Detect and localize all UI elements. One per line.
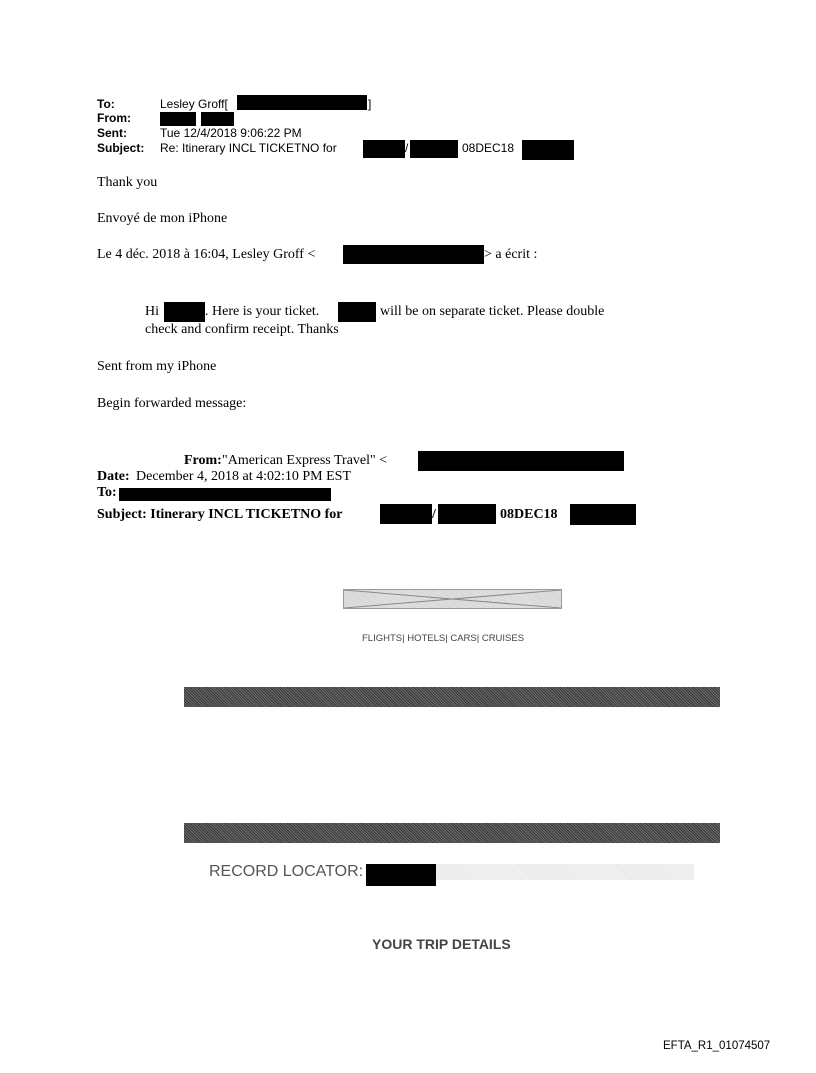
redaction-subject-3 xyxy=(522,140,574,160)
fwd-subject-date: 08DEC18 xyxy=(500,507,558,522)
subject-date: 08DEC18 xyxy=(462,141,515,155)
fwd-date-label: Date: xyxy=(97,469,130,484)
redaction-fwd-subject-2 xyxy=(438,504,496,524)
trip-details-heading: YOUR TRIP DETAILS xyxy=(372,936,511,952)
redaction-record-locator xyxy=(366,864,436,886)
record-locator-strip xyxy=(436,864,694,880)
envoye-text: Envoyé de mon iPhone xyxy=(97,211,228,226)
subject-label: Subject: xyxy=(97,141,145,155)
fwd-date-value: December 4, 2018 at 4:02:10 PM EST xyxy=(136,469,352,484)
bates-number: EFTA_R1_01074507 xyxy=(663,1040,771,1052)
redaction-to-email xyxy=(237,95,367,110)
thank-you-text: Thank you xyxy=(97,175,158,190)
banner-bar-top xyxy=(184,687,720,707)
redaction-subject-1 xyxy=(363,140,405,158)
sent-label: Sent: xyxy=(97,126,127,140)
banner-bar-bottom xyxy=(184,823,720,843)
quote-attribution-prefix: Le 4 déc. 2018 à 16:04, Lesley Groff < xyxy=(97,247,316,262)
ticket-text: . Here is your ticket. xyxy=(205,304,320,319)
redaction-fwd-to xyxy=(119,488,331,501)
nav-links[interactable]: FLIGHTS| HOTELS| CARS| CRUISES xyxy=(362,633,525,644)
fwd-from-value: "American Express Travel" < xyxy=(222,453,388,468)
begin-forwarded-text: Begin forwarded message: xyxy=(97,396,247,411)
to-close-bracket: ] xyxy=(368,97,372,111)
redaction-fwd-from-email xyxy=(418,451,624,471)
subject-slash: / xyxy=(405,141,409,155)
subject-prefix: Re: Itinerary INCL TICKETNO for xyxy=(160,141,337,155)
broken-image-icon xyxy=(344,590,561,608)
confirm-receipt-text: check and confirm receipt. Thanks xyxy=(145,322,339,337)
to-value: Lesley Groff[ xyxy=(160,97,228,111)
from-label: From: xyxy=(97,111,131,125)
fwd-to-label: To: xyxy=(97,485,117,500)
to-label: To: xyxy=(97,97,115,111)
redaction-subject-2 xyxy=(410,140,458,158)
quote-attribution-suffix: > a écrit : xyxy=(484,247,538,262)
sent-value: Tue 12/4/2018 9:06:22 PM xyxy=(160,126,302,140)
broken-logo-image xyxy=(343,589,562,609)
fwd-subject-slash: / xyxy=(432,507,436,522)
redaction-from-2 xyxy=(201,112,234,126)
redaction-fwd-subject-1 xyxy=(380,504,432,524)
sent-from-iphone-text: Sent from my iPhone xyxy=(97,359,217,374)
redaction-name-1 xyxy=(164,302,205,322)
hi-text: Hi xyxy=(145,304,159,319)
redaction-fwd-subject-3 xyxy=(570,504,636,525)
separate-ticket-text: will be on separate ticket. Please double xyxy=(380,304,605,319)
redaction-from-1 xyxy=(160,112,196,126)
fwd-from-label: From: xyxy=(184,453,222,468)
record-locator-label: RECORD LOCATOR: xyxy=(209,863,364,880)
redaction-name-2 xyxy=(338,302,376,322)
redaction-groff-email xyxy=(343,245,484,264)
fwd-subject-text: Subject: Itinerary INCL TICKETNO for xyxy=(97,507,343,522)
